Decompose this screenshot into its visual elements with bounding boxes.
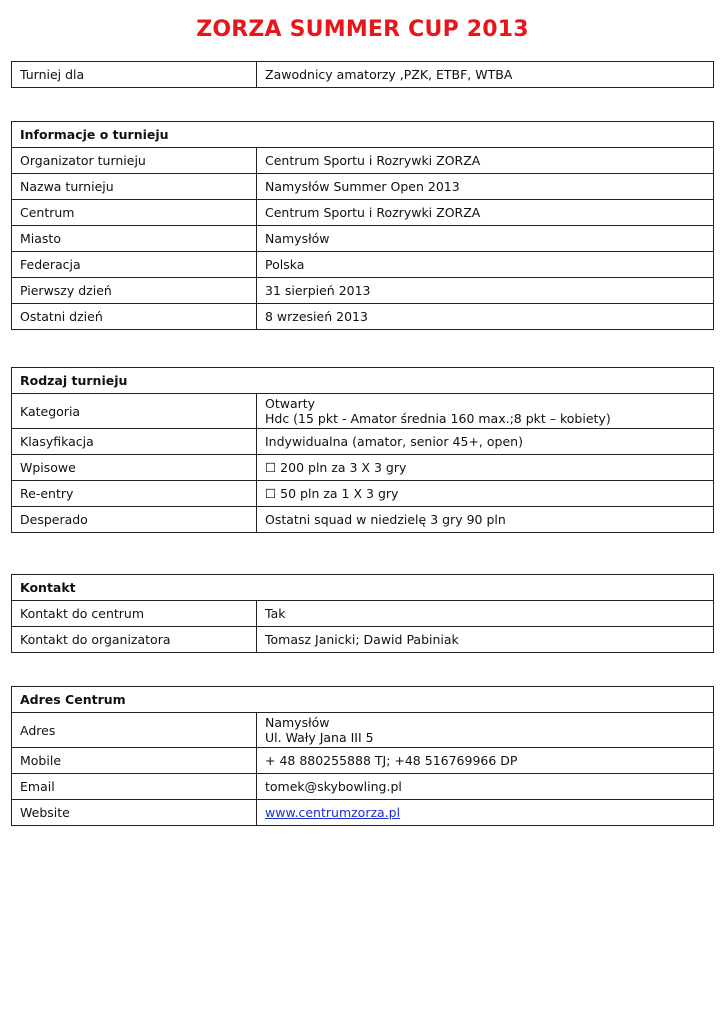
table-row: [12, 429, 714, 455]
table-row: [12, 774, 714, 800]
row-label: Turniej dla: [12, 62, 257, 88]
row-label: Kontakt do centrum: [12, 601, 257, 627]
table-row: [12, 148, 714, 174]
table-row: [12, 481, 714, 507]
row-label: Website: [12, 800, 257, 826]
kategoria-line: Otwarty: [265, 396, 316, 411]
row-label: Nazwa turnieju: [12, 174, 257, 200]
contact-table: [11, 574, 714, 653]
table-row: [12, 200, 714, 226]
row-value: Tak: [257, 601, 714, 627]
row-value: [257, 800, 714, 826]
row-label: Adres: [12, 713, 257, 748]
row-value: tomek@skybowling.pl: [257, 774, 714, 800]
type-table: [11, 367, 714, 533]
page-title: ZORZA SUMMER CUP 2013: [196, 17, 529, 42]
table-row: [12, 174, 714, 200]
table-row: [12, 800, 714, 826]
address-table: [11, 686, 714, 826]
table-row: [12, 713, 714, 748]
row-value: Polska: [257, 252, 714, 278]
row-value: Zawodnicy amatorzy ,PZK, ETBF, WTBA: [257, 62, 714, 88]
row-value: + 48 880255888 TJ; +48 516769966 DP: [257, 748, 714, 774]
audience-table: [11, 61, 714, 88]
row-label: Kategoria: [12, 394, 257, 429]
row-label: Re-entry: [12, 481, 257, 507]
table-row: [12, 507, 714, 533]
table-row: [12, 748, 714, 774]
row-value: [257, 713, 714, 748]
row-value: Indywidualna (amator, senior 45+, open): [257, 429, 714, 455]
row-label: Organizator turnieju: [12, 148, 257, 174]
row-value: ☐ 50 pln za 1 X 3 gry: [257, 481, 714, 507]
section-header: Rodzaj turnieju: [12, 368, 714, 394]
row-value: Centrum Sportu i Rozrywki ZORZA: [257, 148, 714, 174]
section-header: Kontakt: [12, 575, 714, 601]
row-label: Wpisowe: [12, 455, 257, 481]
table-row: [12, 278, 714, 304]
section-header-row: [12, 687, 714, 713]
row-value: 31 sierpień 2013: [257, 278, 714, 304]
section-header: Adres Centrum: [12, 687, 714, 713]
row-value: Namysłów Summer Open 2013: [257, 174, 714, 200]
table-row: [12, 252, 714, 278]
address-line: Namysłów: [265, 715, 330, 730]
row-value: Namysłów: [257, 226, 714, 252]
row-label: Pierwszy dzień: [12, 278, 257, 304]
table-row: [12, 304, 714, 330]
table-row: [12, 455, 714, 481]
row-label: Federacja: [12, 252, 257, 278]
row-label: Email: [12, 774, 257, 800]
section-header: Informacje o turnieju: [12, 122, 714, 148]
table-row: [12, 627, 714, 653]
row-label: Klasyfikacja: [12, 429, 257, 455]
website-link[interactable]: www.centrumzorza.pl: [265, 805, 401, 820]
row-label: Ostatni dzień: [12, 304, 257, 330]
info-table: [11, 121, 714, 330]
table-row: [12, 601, 714, 627]
row-label: Desperado: [12, 507, 257, 533]
kategoria-line: Hdc (15 pkt - Amator średnia 160 max.;8 pkt – kobiety): [265, 411, 611, 426]
table-row: [12, 62, 714, 88]
row-value: [257, 394, 714, 429]
row-label: Miasto: [12, 226, 257, 252]
row-value: Centrum Sportu i Rozrywki ZORZA: [257, 200, 714, 226]
row-label: Kontakt do organizatora: [12, 627, 257, 653]
address-line: Ul. Wały Jana III 5: [265, 730, 374, 745]
section-header-row: [12, 575, 714, 601]
row-label: Mobile: [12, 748, 257, 774]
row-label: Centrum: [12, 200, 257, 226]
table-row: [12, 394, 714, 429]
row-value: Ostatni squad w niedzielę 3 gry 90 pln: [257, 507, 714, 533]
section-header-row: [12, 368, 714, 394]
row-value: 8 wrzesień 2013: [257, 304, 714, 330]
section-header-row: [12, 122, 714, 148]
row-value: Tomasz Janicki; Dawid Pabiniak: [257, 627, 714, 653]
row-value: ☐ 200 pln za 3 X 3 gry: [257, 455, 714, 481]
table-row: [12, 226, 714, 252]
